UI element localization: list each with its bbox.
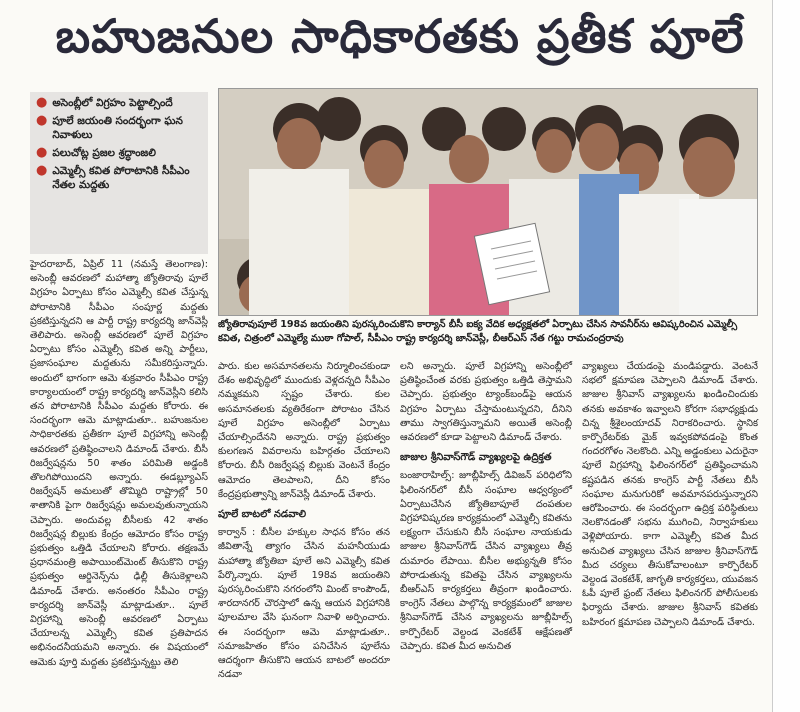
article-column-4 bbox=[582, 360, 758, 630]
photo-caption: జ్యోతిరావుపూలే 198వ జయంతిని పురస్కరించుకొని కార్యాన్ బీసీ ఐక్య వేదిక అధ్యక్షతలో ఏర్పాటు చేసిన సావనీర్‌ను ఆవిష్కరించిన ఎమ్మెల్సీ కవిత, చిత్రంలో ఎమ్మెల్యే ముఠా గోపాల్, సీపీఎం రాష్ట్ర కార్యదర్శి జాన్‌వెస్లీ, బీఆర్‌ఎస్ నేత గట్టు రామచంద్రరావు bbox=[218, 319, 738, 344]
highlight-text: అసెంబ్లీలో విగ్రహం పెట్టాల్సిందే bbox=[52, 97, 173, 109]
bullet-icon: ● bbox=[36, 163, 48, 178]
highlight-item bbox=[36, 96, 202, 110]
article-column-2 bbox=[218, 360, 390, 682]
article-paragraph: కార్వాన్ : బీసీల హక్కుల సాధన కోసం తన జీవితాన్నే త్యాగం చేసిన మహనీయుడు మహాత్మా జ్యోతిబా పూలే అని ఎమ్మెల్సీ కవిత పేర్కొన్నారు. పూలే 198వ జయంతిని పురస్కరించుకొని నగరంలోని మింట్ కాంపౌండ్, శారదానగర్ చౌరస్తాలో ఉన్న ఆయన విగ్రహానికి పూలమాల వేసి ఘనంగా నివాళి అర్పించారు. ఈ సందర్భంగా ఆమె మాట్లాడుతూ.. సమాజహితం కోసం పనిచేసిన పూలేను ఆదర్శంగా తీసుకొని ఆయన బాటలో అందరూ నడవా bbox=[218, 527, 390, 681]
highlight-item bbox=[36, 164, 202, 192]
highlight-text: పూలే జయంతి సందర్భంగా ఘన నివాళులు bbox=[52, 115, 183, 141]
adjacent-page-strip bbox=[772, 0, 800, 712]
article-paragraph: పారు. కుల అసమానతలను నిర్మూలించకుండా దేశం అభివృద్ధిలో ముందుకు వెళ్లదన్నది సీపీఎం నమ్మకమని స్పష్టం చేశారు. కుల అసమానతలకు వ్యతిరేకంగా పోరాటం చేసిన పూలే విగ్రహం అసెంబ్లీలో ఏర్పాటు చేయాల్సిందేనని అన్నారు. రాష్ట్ర ప్రభుత్వం కులగణన వివరాలను బహిర్గతం చేయాలని కోరారు. బీసీ రిజర్వేషన్ల బిల్లుకు వెంటనే కేంద్రం ఆమోదం తెలపాలని, దీని కోసం కేంద్రప్రభుత్వాన్ని జాన్‌వెస్లీ డిమాండ్ చేశారు. bbox=[218, 361, 390, 500]
article-paragraph: వ్యాఖ్యలు చేయడంపై మండిపడ్డారు. వెంటనే సభలో క్షమాపణ చెప్పాలని డిమాండ్ చేశారు. జాజుల శ్రీనివాస్ వ్యాఖ్యలను ఖండించిందుకు తనకు అవకాశం ఇవ్వాలని కోరగా సభాధ్యక్షుడు చిన్న శ్రీశైలంయాదవ్ నిరాకరించారు. స్థానిక కార్పొరేటర్‌కు మైక్ ఇవ్వకపోవడంపై కొంత గందరగోళం నెలకొంది. ఎన్ని అడ్డంకులు ఎదురైనా పూలే విగ్రహాన్ని ఫిలింనగర్‌లో ప్రతిష్ఠించామని కష్టపడిన తనకు కాంగ్రెస్ పార్టీ నేతలు బీసీ సంఘాల మనుగురికో అవమానపరుస్తున్నారని ఆరోపించారు. ఈ సందర్భంగా ఉద్రిక్త పరిస్థితులు నెలకొనడంతో సభను ముగించి, నిర్వాహకులు వెళ్లిపోయారు. కాగా ఎమ్మెల్సీ కవిత మీద అనుచిత వ్యాఖ్యలు చేసిన జాజుల శ్రీనివాస్‌గౌడ్ మీద చర్యలు తీసుకోవాలంటూ కార్పొరేటర్ వెల్దండ వెంకటేశ్, జాగృతి కార్యకర్తలు, యువజన ఓపీ పూలే ఫ్రంట్ నేతలు ఫిలింనగర్ పోలీసులకు ఫిర్యాదు చేశారు. జాజుల శ్రీనివాస్ కవితకు బహిరంగ క్షమాపణ చెప్పాలని డిమాండ్ చేశారు. bbox=[582, 361, 758, 628]
article-column-1 bbox=[30, 258, 208, 670]
bullet-icon: ● bbox=[36, 113, 48, 128]
group-photo-illustration bbox=[219, 89, 758, 316]
article-column-3 bbox=[400, 360, 572, 654]
highlight-item bbox=[36, 146, 202, 160]
bullet-icon: ● bbox=[36, 95, 48, 110]
bullet-icon: ● bbox=[36, 145, 48, 160]
highlight-text: ఎమ్మెల్సీ కవిత పోరాటానికి సీపీఎం నేతల మద్దతు bbox=[52, 165, 190, 191]
subheading: జాజుల శ్రీనివాస్‌గౌడ్ వ్యాఖ్యలపై ఉద్రిక్తత bbox=[400, 452, 552, 464]
highlight-text: పలుచోట్ల ప్రజల శ్రద్ధాంజలి bbox=[52, 147, 156, 159]
article-paragraph: బంజారాహిల్స్: జూబ్లీహిల్స్ డివిజన్ పరిధిలోని ఫిలింనగర్‌లో బీసీ సంఘాల ఆధ్వర్యంలో ఏర్పాటుచేసిన జ్యోతిబాపూలే దంపతుల విగ్రహావిష్కరణ కార్యక్రమంలో ఎమ్మెల్సీ కవితను లక్ష్యంగా చేసుకుని బీసీ సంఘాల నాయకుడు జాజుల శ్రీనివాస్‌గౌడ్ చేసిన వ్యాఖ్యలు తీవ్ర దుమారం లేపాయి. బీసీల అభ్యున్నతి కోసం పోరాడుతున్న కవితపై చేసిన వ్యాఖ్యలను బీఆర్‌ఎస్ కార్యకర్తలు తీవ్రంగా ఖండించారు. కాంగ్రెస్ నేతలు పాల్గొన్న కార్యక్రమంలో జాజుల శ్రీనివాస్‌గౌడ్ చేసిన వ్యాఖ్యలను జూబ్లీహిల్స్ కార్పొరేటర్ వెల్దండ వెంకటేశ్ ఆక్షేపణతో చెప్పారు. కవిత మీద అనుచిత bbox=[400, 470, 572, 652]
article-paragraph: హైదరాబాద్, ఏప్రిల్ 11 (నమస్తే తెలంగాణ): అసెంబ్లీ ఆవరణలో మహాత్మా జ్యోతిరావు పూలే విగ్రహం ఏర్పాటు కోసం ఎమ్మెల్సీ కవిత చేస్తున్న పోరాటానికి సీపీఎం సంపూర్ణ మద్దతు ప్రకటిస్తున్నదని ఆ పార్టీ రాష్ట్ర కార్యదర్శి జాన్‌వెస్లీ తెలిపారు. అసెంబ్లీ ఆవరణలో పూలే విగ్రహం ఏర్పాటు కోసం ఎమ్మెల్సీ కవిత అన్ని పార్టీలు, ప్రజాసంఘాల మద్దతును సమీకరిస్తున్నారు. అందులో భాగంగా ఆమె శుక్రవారం సీపీఎం రాష్ట్ర కార్యాలయంలో రాష్ట్ర కార్యదర్శి జాన్‌వెస్లీని కలిసి తన పోరాటానికి సీపీఎం మద్దతు కోరారు. ఈ సందర్భంగా ఆమె మాట్లాడుతూ.. బహుజనుల సాధికారతకు ప్రతీకగా పూలే విగ్రహాన్ని అసెంబ్లీ ఆవరణలో ప్రతిష్ఠించాలని డిమాండ్ చేశారు. బీసీ రిజర్వేషన్లను 50 శాతం పరిమితి అడ్డంకి తొలగిపోయిందని అన్నారు. ఈడబ్ల్యూఎస్ రిజర్వేషన్ అమలుతో తొమ్మిది రాష్ట్రాల్లో 50 శాతానికి పైగా రిజర్వేషన్లు అమలవుతున్నాయని చెప్పారు. అందువల్ల బీసీలకు 42 శాతం రిజర్వేషన్ల బిల్లుకు కేంద్రం ఆమోదం కోసం రాష్ట్ర ప్రభుత్వం ఒత్తిడి చేయాలని కోరారు. తక్షణమే ప్రధానమంత్రి అపాయింట్‌మెంట్ తీసుకొని రాష్ట్ర ప్రభుత్వం ఆర్డినెన్స్‌ను ఢిల్లీ తీసుకెళ్లాలని డిమాండ్ చేశారు. అనంతరం సీపీఎం రాష్ట్ర కార్యదర్శి జాన్‌వెస్లీ మాట్లాడుతూ.. పూలే విగ్రహాన్ని అసెంబ్లీ ఆవరణలో ఏర్పాటు చేయాలన్న ఎమ్మెల్సీ కవిత ప్రతిపాదన అభినందనీయమని అన్నారు. ఈ విషయంలో ఆమెకు పూర్తి మద్దతు ప్రకటిస్తున్నట్టు తెలి bbox=[30, 259, 208, 668]
article-paragraph: లని అన్నారు. పూలే విగ్రహాన్ని అసెంబ్లీలో ప్రతిష్ఠించేంత వరకు ప్రభుత్వం ఒత్తిడి తెస్తామని చెప్పారు. ప్రభుత్వం ట్యాంక్‌బండ్‌పై ఆయన విగ్రహం ఏర్పాటు చేస్తామంటున్నదని, దీనిని తాము స్వాగతిస్తున్నామని అయితే అసెంబ్లీ ఆవరణలో కూడా పెట్టాలని డిమాండ్ చేశారు. bbox=[400, 361, 572, 444]
highlight-item bbox=[36, 114, 202, 142]
headline: బహుజనుల సాధికారతకు ప్రతీక పూలే bbox=[55, 9, 745, 63]
news-photo bbox=[218, 88, 758, 316]
subheading: పూలే బాటలో నడవాలి bbox=[218, 509, 307, 521]
highlights-box bbox=[30, 92, 208, 254]
